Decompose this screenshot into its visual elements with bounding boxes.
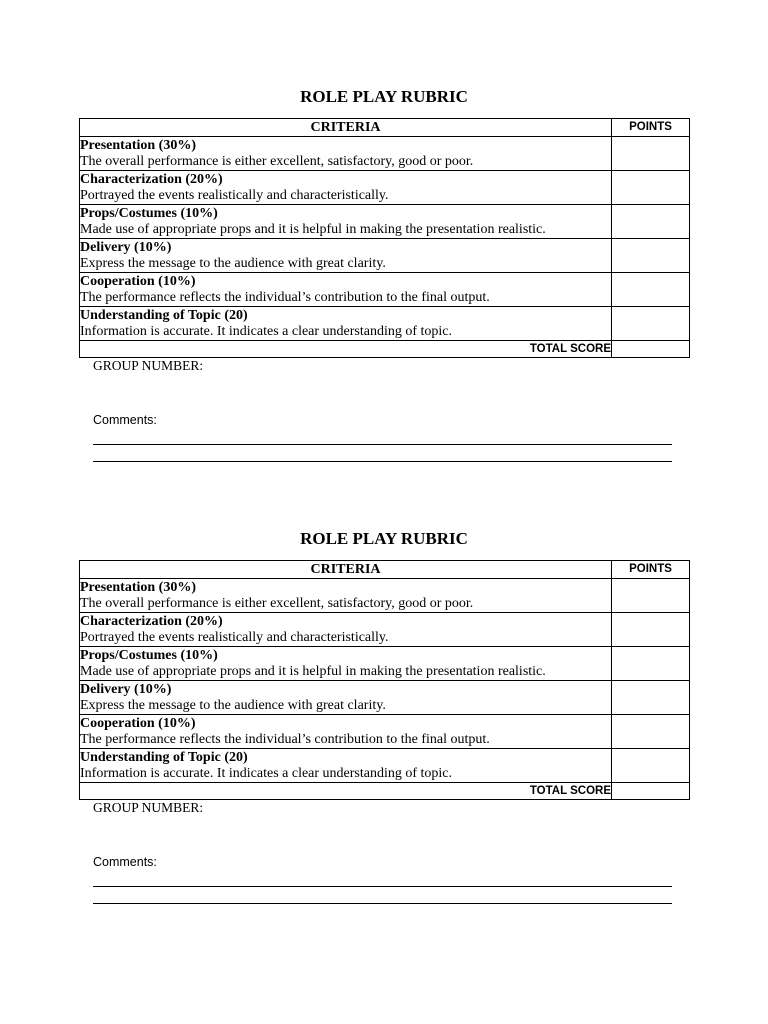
criteria-row [80,205,690,239]
criteria-name: Characterization (20%) [80,613,223,629]
criteria-name: Presentation (30%) [80,579,196,595]
criteria-row [80,273,690,307]
header-row [80,561,690,579]
criteria-description: Portrayed the events realistically and characteristically. [80,187,389,203]
criteria-cell [80,273,612,307]
criteria-description: Portrayed the events realistically and characteristically. [80,629,389,645]
total-row [80,341,690,358]
criteria-description: Made use of appropriate props and it is helpful in making the presentation realistic. [80,221,546,237]
criteria-row [80,715,690,749]
criteria-row [80,681,690,715]
rubric-table [79,118,690,358]
comment-line[interactable] [93,886,672,887]
criteria-cell [80,307,612,341]
criteria-name: Understanding of Topic (20) [80,749,248,765]
criteria-cell [80,681,612,715]
points-cell[interactable] [612,137,690,171]
criteria-cell [80,239,612,273]
rubric-title: ROLE PLAY RUBRIC [300,529,468,548]
points-cell[interactable] [612,307,690,341]
points-header: POINTS [612,119,690,137]
criteria-cell [80,205,612,239]
points-cell[interactable] [612,239,690,273]
comment-line[interactable] [93,444,672,445]
points-cell[interactable] [612,171,690,205]
points-cell[interactable] [612,579,690,613]
criteria-row [80,613,690,647]
criteria-cell [80,579,612,613]
total-score-cell[interactable] [612,783,690,800]
points-cell[interactable] [612,205,690,239]
points-cell[interactable] [612,715,690,749]
criteria-name: Understanding of Topic (20) [80,307,248,323]
points-cell[interactable] [612,273,690,307]
criteria-description: The overall performance is either excellent, satisfactory, good or poor. [80,153,474,169]
criteria-row [80,239,690,273]
criteria-cell [80,647,612,681]
criteria-name: Cooperation (10%) [80,715,196,731]
criteria-name: Delivery (10%) [80,239,172,255]
total-score-label: TOTAL SCORE [80,783,612,800]
criteria-description: Information is accurate. It indicates a clear understanding of topic. [80,323,453,339]
criteria-description: Information is accurate. It indicates a clear understanding of topic. [80,765,453,781]
comments-label: Comments: [93,855,157,869]
criteria-description: The performance reflects the individual’s contribution to the final output. [80,289,490,305]
criteria-description: Made use of appropriate props and it is helpful in making the presentation realistic. [80,663,546,679]
comment-line[interactable] [93,461,672,462]
criteria-cell [80,171,612,205]
total-row [80,783,690,800]
criteria-description: Express the message to the audience with great clarity. [80,255,386,271]
criteria-description: The overall performance is either excellent, satisfactory, good or poor. [80,595,474,611]
comment-line[interactable] [93,903,672,904]
criteria-row [80,749,690,783]
header-row [80,119,690,137]
criteria-row [80,647,690,681]
criteria-name: Props/Costumes (10%) [80,647,218,663]
criteria-row [80,137,690,171]
criteria-name: Delivery (10%) [80,681,172,697]
criteria-name: Props/Costumes (10%) [80,205,218,221]
criteria-name: Presentation (30%) [80,137,196,153]
rubric-title: ROLE PLAY RUBRIC [300,87,468,106]
criteria-name: Characterization (20%) [80,171,223,187]
comments-label: Comments: [93,413,157,427]
criteria-header: CRITERIA [80,119,612,137]
criteria-row [80,307,690,341]
total-score-label: TOTAL SCORE [80,341,612,358]
criteria-cell [80,749,612,783]
total-score-cell[interactable] [612,341,690,358]
criteria-cell [80,715,612,749]
group-number-label: GROUP NUMBER: [93,800,204,815]
criteria-header: CRITERIA [80,561,612,579]
criteria-row [80,171,690,205]
points-header: POINTS [612,561,690,579]
points-cell[interactable] [612,647,690,681]
criteria-row [80,579,690,613]
points-cell[interactable] [612,613,690,647]
rubric-table [79,560,690,800]
points-cell[interactable] [612,749,690,783]
criteria-name: Cooperation (10%) [80,273,196,289]
points-cell[interactable] [612,681,690,715]
criteria-description: Express the message to the audience with great clarity. [80,697,386,713]
criteria-description: The performance reflects the individual’s contribution to the final output. [80,731,490,747]
group-number-label: GROUP NUMBER: [93,358,204,373]
criteria-cell [80,613,612,647]
criteria-cell [80,137,612,171]
